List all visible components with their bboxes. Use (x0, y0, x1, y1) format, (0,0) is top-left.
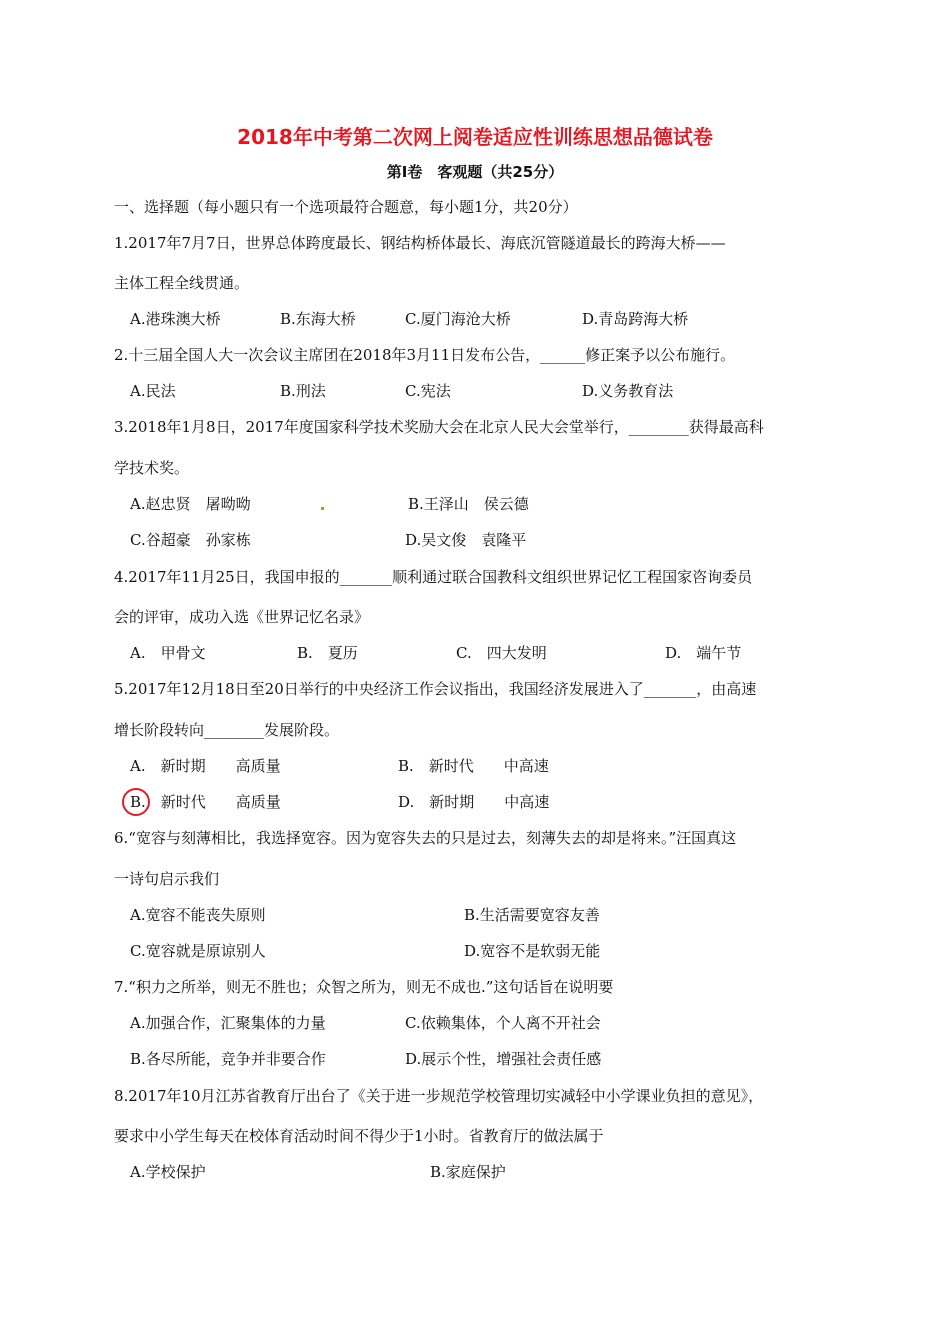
question-4-option-a: A. 甲骨文 (130, 644, 206, 662)
question-1-option-b: B.东海大桥 (280, 310, 356, 328)
question-3-line-2: 学技术奖。 (114, 459, 190, 477)
question-7-option-b: B.各尽所能，竞争并非要合作 (130, 1050, 326, 1068)
question-4-option-d: D. 端午节 (665, 644, 742, 662)
question-2-option-a: A.民法 (130, 382, 176, 400)
question-3-option-c: C.谷超豪 孙家栋 (130, 531, 251, 549)
question-5-option-b: B. 新时代 中高速 (398, 757, 549, 775)
question-5-option-a: A. 新时期 高质量 (130, 757, 281, 775)
question-7-option-a: A.加强合作，汇聚集体的力量 (130, 1014, 326, 1032)
question-6-option-d: D.宽容不是软弱无能 (464, 942, 601, 960)
question-3-option-d: D.吴文俊 袁隆平 (405, 531, 527, 549)
question-5-line-1: 5.2017年12月18日至20日举行的中央经济工作会议指出，我国经济发展进入了_______，由高速 (114, 680, 757, 698)
question-7-option-c: C.依赖集体，个人离不开社会 (405, 1014, 601, 1032)
section-heading: 一、选择题（每小题只有一个选项最符合题意，每小题1分，共20分） (114, 198, 578, 216)
question-6-option-a: A.宽容不能丧失原则 (130, 906, 266, 924)
question-1-option-c: C.厦门海沧大桥 (405, 310, 511, 328)
question-8-option-a: A.学校保护 (130, 1163, 206, 1181)
question-6-line-1: 6.“宽容与刻薄相比，我选择宽容。因为宽容失去的只是过去，刻薄失去的却是将来。”汪国真这 (114, 829, 737, 847)
stray-dot-mark (321, 507, 324, 510)
question-1-option-d: D.青岛跨海大桥 (582, 310, 689, 328)
question-4-option-b: B. 夏历 (297, 644, 358, 662)
question-6-option-c: C.宽容就是原谅别人 (130, 942, 266, 960)
question-8-line-1: 8.2017年10月江苏省教育厅出台了《关于进一步规范学校管理切实减轻中小学课业负担的意见》， (114, 1087, 764, 1105)
question-1-option-a: A.港珠澳大桥 (130, 310, 221, 328)
answer-circle-mark (122, 788, 150, 816)
question-3-line-1: 3.2018年1月8日，2017年度国家科学技术奖励大会在北京人民大会堂举行，________获得最高科 (114, 418, 764, 436)
question-8-line-2: 要求中小学生每天在校体育活动时间不得少于1小时。省教育厅的做法属于 (114, 1127, 604, 1145)
exam-title: 2018年中考第二次网上阅卷适应性训练思想品德试卷 (237, 125, 713, 149)
question-2-line-1: 2.十三届全国人大一次会议主席团在2018年3月11日发布公告，______修正案予以公布施行。 (114, 346, 736, 364)
question-8-option-b: B.家庭保护 (430, 1163, 506, 1181)
question-1-line-1: 1.2017年7月7日，世界总体跨度最长、钢结构桥体最长、海底沉管隧道最长的跨海大桥—— (114, 234, 726, 252)
question-3-option-a: A.赵忠贤 屠呦呦 (130, 495, 251, 513)
part-title: 第Ⅰ卷 客观题（共25分） (386, 163, 564, 181)
question-6-line-2: 一诗句启示我们 (114, 870, 220, 888)
question-5-option-d: D. 新时期 中高速 (398, 793, 550, 811)
question-1-line-2: 主体工程全线贯通。 (114, 274, 250, 292)
question-2-option-d: D.义务教育法 (582, 382, 674, 400)
question-4-line-1: 4.2017年11月25日，我国申报的_______顺利通过联合国教科文组织世界记忆工程国家咨询委员 (114, 568, 753, 586)
question-4-line-2: 会的评审，成功入选《世界记忆名录》 (114, 608, 370, 626)
question-2-option-c: C.宪法 (405, 382, 451, 400)
question-3-option-b: B.王泽山 侯云德 (408, 495, 529, 513)
question-2-option-b: B.刑法 (280, 382, 326, 400)
question-5-option-c: B. 新时代 高质量 (130, 793, 281, 811)
question-5-line-2: 增长阶段转向________发展阶段。 (114, 721, 340, 739)
question-6-option-b: B.生活需要宽容友善 (464, 906, 600, 924)
question-4-option-c: C. 四大发明 (456, 644, 547, 662)
question-7-line-1: 7.“积力之所举，则无不胜也；众智之所为，则无不成也.”这句话旨在说明要 (114, 978, 614, 996)
question-7-option-d: D.展示个性，增强社会责任感 (405, 1050, 602, 1068)
